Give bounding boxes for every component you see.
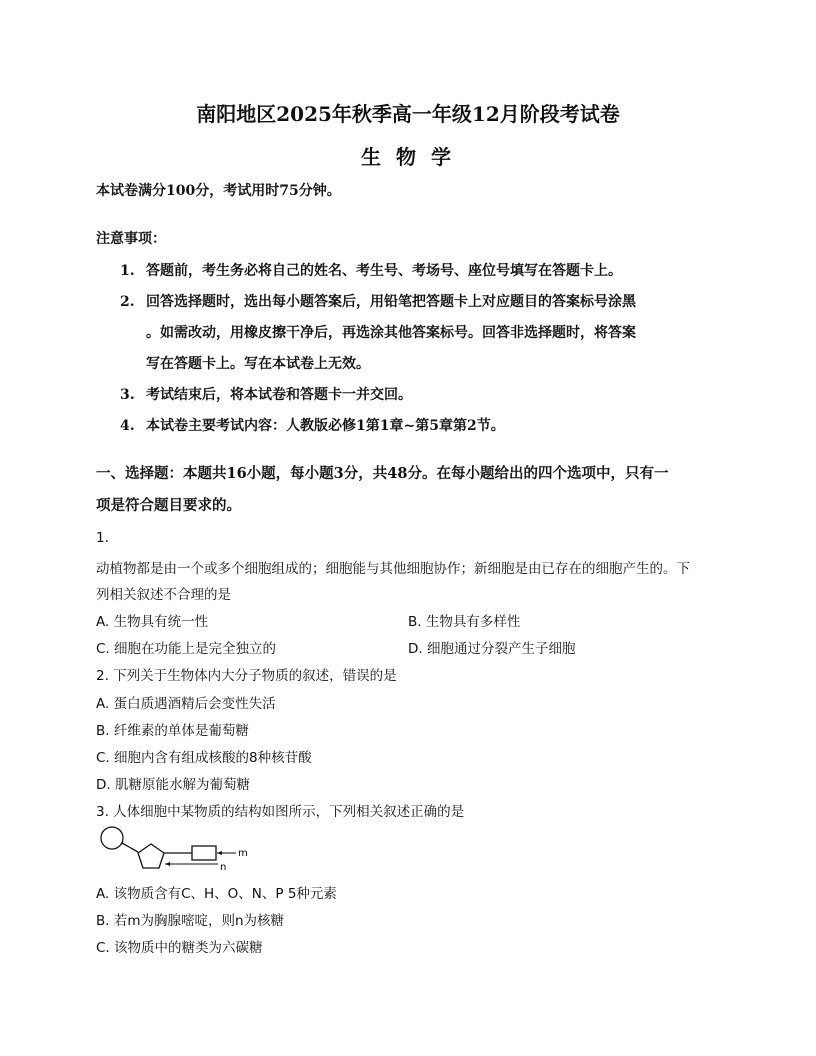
exam-title: 南阳地区2025年秋季高一年级12月阶段考试卷 xyxy=(196,102,620,126)
question-1-option-c: C. 细胞在功能上是完全独立的 xyxy=(96,641,277,657)
question-1-option-d: D. 细胞通过分裂产生子细胞 xyxy=(408,641,576,657)
question-3-option-c: C. 该物质中的糖类为六碳糖 xyxy=(96,940,263,956)
label-m-arrowhead xyxy=(217,851,222,855)
pentose-sugar-pentagon xyxy=(138,844,164,868)
question-3-option-a: A. 该物质含有C、H、O、N、P 5种元素 xyxy=(96,886,337,902)
question-2-option-c: C. 细胞内含有组成核酸的8种核苷酸 xyxy=(96,750,312,766)
question-1-stem-line1: 动植物都是由一个或多个细胞组成的；细胞能与其他细胞协作；新细胞是由已存在的细胞产生的。下 xyxy=(96,561,690,577)
phosphate-group-circle xyxy=(101,827,123,849)
note-item-3 xyxy=(120,380,720,411)
question-3-stem: 3. 人体细胞中某物质的结构如图所示，下列相关叙述正确的是 xyxy=(96,804,465,820)
question-1-stem-line2: 列相关叙述不合理的是 xyxy=(96,587,231,603)
notes-heading: 注意事项： xyxy=(96,231,166,247)
section-heading-line2: 项是符合题目要求的。 xyxy=(96,497,241,514)
note-text: 考试结束后，将本试卷和答题卡一并交回。 xyxy=(146,387,412,403)
note-text-line3: 写在答题卡上。写在本试卷上无效。 xyxy=(146,356,370,372)
note-number: 1. xyxy=(120,263,135,279)
question-2-option-d: D. 肌糖原能水解为葡萄糖 xyxy=(96,777,250,793)
question-2-stem: 2. 下列关于生物体内大分子物质的叙述，错误的是 xyxy=(96,668,397,684)
label-n: n xyxy=(220,862,227,873)
note-text-line2: 。如需改动，用橡皮擦干净后，再选涂其他答案标号。回答非选择题时，将答案 xyxy=(146,325,636,341)
question-2-option-b: B. 纤维素的单体是葡萄糖 xyxy=(96,723,249,739)
label-m: m xyxy=(238,848,248,859)
base-rectangle xyxy=(192,846,216,860)
note-text-line1: 回答选择题时，选出每小题答案后，用铅笔把答题卡上对应题目的答案标号涂黑 xyxy=(146,294,636,310)
note-item-1 xyxy=(120,256,720,287)
question-1-option-a: A. 生物具有统一性 xyxy=(96,614,209,630)
label-n-arrowhead xyxy=(165,862,170,866)
note-text: 答题前，考生务必将自己的姓名、考生号、考场号、座位号填写在答题卡上。 xyxy=(146,263,622,279)
exam-intro: 本试卷满分100分，考试用时75分钟。 xyxy=(96,183,341,199)
nucleotide-structure-diagram xyxy=(96,826,266,876)
question-2-option-a: A. 蛋白质遇酒精后会变性失活 xyxy=(96,696,276,712)
note-number: 2. xyxy=(120,294,135,310)
note-text: 本试卷主要考试内容：人教版必修1第1章~第5章第2节。 xyxy=(146,418,505,434)
note-number: 4. xyxy=(120,418,135,434)
phosphate-sugar-bond xyxy=(122,843,138,852)
note-item-4 xyxy=(120,411,720,442)
section-heading-line1: 一、选择题：本题共16小题，每小题3分，共48分。在每小题给出的四个选项中，只有一 xyxy=(96,465,669,482)
question-3-option-b: B. 若m为胸腺嘧啶，则n为核糖 xyxy=(96,913,285,929)
question-1-option-b: B. 生物具有多样性 xyxy=(408,614,521,630)
note-number: 3. xyxy=(120,387,135,403)
note-item-2 xyxy=(120,287,720,380)
question-1-number: 1. xyxy=(96,530,109,546)
subject-title: 生 物 学 xyxy=(361,145,455,169)
